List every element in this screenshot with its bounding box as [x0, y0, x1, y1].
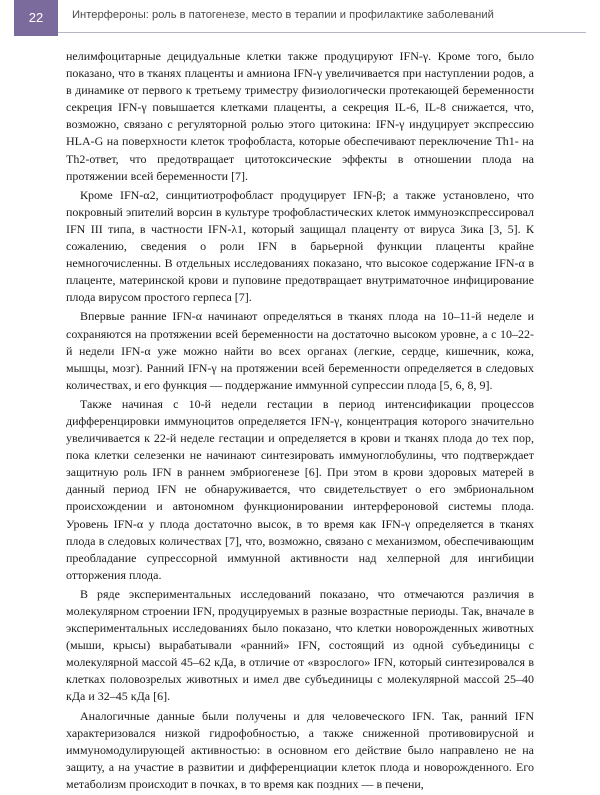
- paragraph-3: Впервые ранние IFN-α начинают определяться в тканях плода на 10–11-й неделе и сохраняются на протяжении всей беременности на достаточно высоком уровне, а с 10–22-й недели IFN-α уже можно найти во всех органах (легкие, сердце, кишечник, кожа, мышцы, мозг). Ранний IFN-γ на протяжении всей беременности определяется в следовых количествах, и его функция — поддержание иммунной супрессии плода [5, 6, 8, 9].: [66, 309, 534, 392]
- paragraph-4: Также начиная с 10-й недели гестации в период интенсификации процессов дифференцировки иммуноцитов определяется IFN-γ, концентрация которого значительно увеличивается к 22-й неделе гестации и определяется в крови и тканях плода до тех пор, пока клетки селезенки не начинают синтезировать иммуноглобулины, что подтверждает защитную роль IFN в раннем эмбриогенезе [6]. При этом в крови здоровых матерей в данный период IFN не обнаруживается, что свидетельствует о его эмбриональном происхождении и автономном функционировании интерфероновой системы плода. Уровень IFN-α у плода достаточно высок, в то время как IFN-γ определяется в тканях плода в следовых количествах [7], что, возможно, связано с механизмом, обеспечивающим преобладание супрессорной иммунной активности над хелперной для ингибиции отторжения плода.: [66, 396, 534, 582]
- page-header: [0, 0, 600, 40]
- running-title: Интерфероны: роль в патогенезе, место в терапии и профилактике заболеваний: [72, 9, 494, 21]
- header-divider: [58, 32, 586, 33]
- paragraph-6: Аналогичные данные были получены и для человеческого IFN. Так, ранний IFN характеризовался низкой гидрофобностью, а также сниженной противовирусной и иммуномодулирующей активностью: в основном его действие было направлено не на защиту, а на участие в развитии и дифференциации клеток плода и новорожденного. Его метаболизм происходит в почках, в то время как поздних — в печени,: [66, 708, 534, 791]
- paragraph-1: нелимфоцитарные децидуальные клетки также продуцируют IFN-γ. Кроме того, было показано, что в тканях плаценты и амниона IFN-γ увеличивается при наступлении родов, а в динамике от первого к третьему триместру физиологически протекающей беременности секреция IFN-γ повышается клетками плаценты, а секреция IL-6, IL-8 снижается, что, возможно, связано с регуляторной ролью этого цитокина: IFN-γ индуцирует экспрессию HLA-G на поверхности клеток трофобласта, которые обеспечивают переключение Th1- на Th2-ответ, что предотвращает цитотоксические эффекты в отношении плода на протяжении всей беременности [7].: [66, 49, 534, 183]
- paragraph-5: В ряде экспериментальных исследований показано, что отмечаются различия в молекулярном строении IFN, продуцируемых в разные возрастные периоды. Так, вначале в экспериментальных исследованиях было показано, что клетки новорожденных животных (мыши, крысы) вырабатывали «ранний» IFN, состоящий из одной субъединицы с молекулярной массой 45–62 кДа, в отличие от «взрослого» IFN, который синтезировался в клетках половозрелых животных и имел две субъединицы с молекулярной массой 25–40 кДа и 32–45 кДа [6].: [66, 586, 534, 704]
- page-number: 22: [14, 0, 58, 36]
- paragraph-2: Кроме IFN-α2, синцитиотрофобласт продуцирует IFN-β; а также установлено, что покровный эпителий ворсин в культуре трофобластических клеток иммуноэкспрессировал IFN III типа, в частности IFN-λ1, который защищал плаценту от вируса Зика [3, 5]. К сожалению, сведения о роли IFN в барьерной функции плаценты крайне немногочисленны. В отдельных исследованиях показано, что высокое содержание IFN-α в плаценте, материнской крови и пуповине предотвращает внутриматочное инфицирование плода вирусом простого герпеса [7].: [66, 187, 534, 305]
- body-text: [66, 48, 534, 795]
